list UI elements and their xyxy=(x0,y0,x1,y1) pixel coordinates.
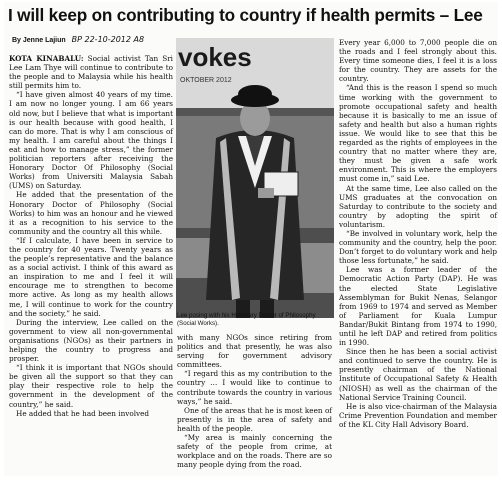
paragraph xyxy=(339,347,497,402)
paragraph xyxy=(9,409,173,418)
article-column-3 xyxy=(339,38,497,429)
paragraph xyxy=(339,38,497,83)
paragraph xyxy=(177,433,332,469)
paragraph-text: “Be involved in voluntary work, help the community and the country, help the poor. Don’t forget to do voluntary work and help those less fortunate,” he said. xyxy=(339,228,497,266)
paragraph-text: “And this is the reason I spend so much time working with the government to promote occupational safety and health because it is basically to me an issue of safety and health but also a human rights issue. We would like to see that this be regarded as the rights of employees in the country that no matter where they are, they must be given a safe work environment. This is where the employers must come in,” said Lee. xyxy=(339,83,497,184)
paragraph-text: During the interview, Lee called on the government to view all non-governmental organisations (NGOs) as their partners in helping the country to progress and prosper. xyxy=(9,317,173,364)
paragraph xyxy=(9,190,173,235)
paragraph xyxy=(339,229,497,265)
portrait-illustration xyxy=(176,38,334,318)
photo-caption: Lee posing with his Honorary Doctor of Philosophy (Social Works). xyxy=(177,312,316,327)
newspaper-clipping xyxy=(4,2,498,476)
paragraph xyxy=(177,406,332,433)
paragraph-text: Since then he has been a social activist and continued to serve the country. He is presently chairman of the National Institute of Occupational Safety & Health (NIOSH) as well as the chairman of the National Service Training Council. xyxy=(339,347,497,402)
dateline: KOTA KINABALU: xyxy=(9,54,84,63)
paragraph xyxy=(339,402,497,429)
paragraph-text: At the same time, Lee also called on the UMS graduates at the convocation on Saturday to contribute to the society and country by adopting the spirit of voluntarism. xyxy=(339,183,497,229)
paragraph xyxy=(177,333,332,369)
paragraph-text: He is also vice-chairman of the Malaysia Crime Prevention Foundation and member of the KL City Hall Advisory Board. xyxy=(339,401,497,429)
paragraph xyxy=(9,318,173,363)
paragraph-text: “I have given almost 40 years of my time. I am now no longer young. I am 66 years old now, but I believe that what is important is our health because with good health, I can do more. That is why I am conscious of my health. I am careful about the things I eat and how to manage stress,” the former politician reporters after receiving the Honorary Doctor Of Philosophy (Social Works) from Universiti Malaysia Sabah (UMS) on Saturday. xyxy=(9,90,173,191)
paragraph-text: “I think it is important that NGOs should be given all the support so that they can play their respective role to help the government in the development of the country,” he said. xyxy=(9,363,173,409)
paragraph xyxy=(177,369,332,405)
paragraph xyxy=(9,54,173,90)
paragraph-text: with many NGOs since retiring from politics and that presently, he was also serving for government advisory committees. xyxy=(177,333,332,370)
paragraph-text: Lee was a former leader of the Democratic Action Party (DAP). He was the elected State Legislative Assemblyman for Bukit Nenas, Selangor from 1969 to 1974 and served as Member of Parliament for Kuala Lumpur Bandar/Bukit Bintang from 1974 to 1990, until he left DAP and retired from politics in 1990. xyxy=(339,265,497,348)
backdrop-subtext: OKTOBER 2012 xyxy=(180,77,232,84)
paragraph xyxy=(9,90,173,190)
paragraph-text: Social activist Tan Sri Lee Lam Thye will continue to contribute to the people and to Malaysia while his health still permits him to. xyxy=(9,54,173,91)
article-column-1 xyxy=(9,54,173,418)
paragraph-text: Every year 6,000 to 7,000 people die on the roads and I feel strongly about this. Every time someone dies, I feel it is a loss for the country. They are assets for the country. xyxy=(339,38,497,84)
paragraph-text: He added that he had been involved xyxy=(16,408,150,418)
article-column-2 xyxy=(177,333,332,469)
paragraph-text: “If I calculate, I have been in service to the country for 40 years. Twenty years as the people’s representative and the balance as a social activist. I think of this award as an inspiration to me and I feel it will encourage me to strengthen to become more active. As long as my health allows me, I will continue to work for the country and the society,” he said. xyxy=(9,235,173,318)
byline-author: By Jenne Lajiun xyxy=(12,37,66,44)
headline: I will keep on contributing to country if health permits – Lee xyxy=(8,5,483,25)
byline xyxy=(12,35,144,44)
paragraph xyxy=(339,265,497,347)
paragraph-text: One of the areas that he is most keen of presently is in the area of safety and health of the people. xyxy=(177,405,332,433)
paragraph-text: He added that the presentation of the Honorary Doctor of Philosophy (Social Works) to him was an honour and he viewed it as a recognition to his service to the community and the country all this while. xyxy=(9,190,173,236)
photo-lee-in-academic-robe xyxy=(176,38,334,318)
backdrop-text: vokes xyxy=(178,42,252,72)
paragraph xyxy=(339,184,497,229)
paragraph xyxy=(9,236,173,318)
paragraph xyxy=(9,363,173,408)
paragraph xyxy=(339,83,497,183)
paragraph-text: “I regard this as my contribution to the country … I would like to continue to contribute towards the country in various ways,” he said. xyxy=(177,369,332,406)
paragraph-text: “My area is mainly concerning the safety of the people from crime, at workplace and on the roads. There are so many people dying from the road. xyxy=(177,433,332,470)
handwritten-date-note: BP 22-10-2012 A8 xyxy=(71,35,145,44)
